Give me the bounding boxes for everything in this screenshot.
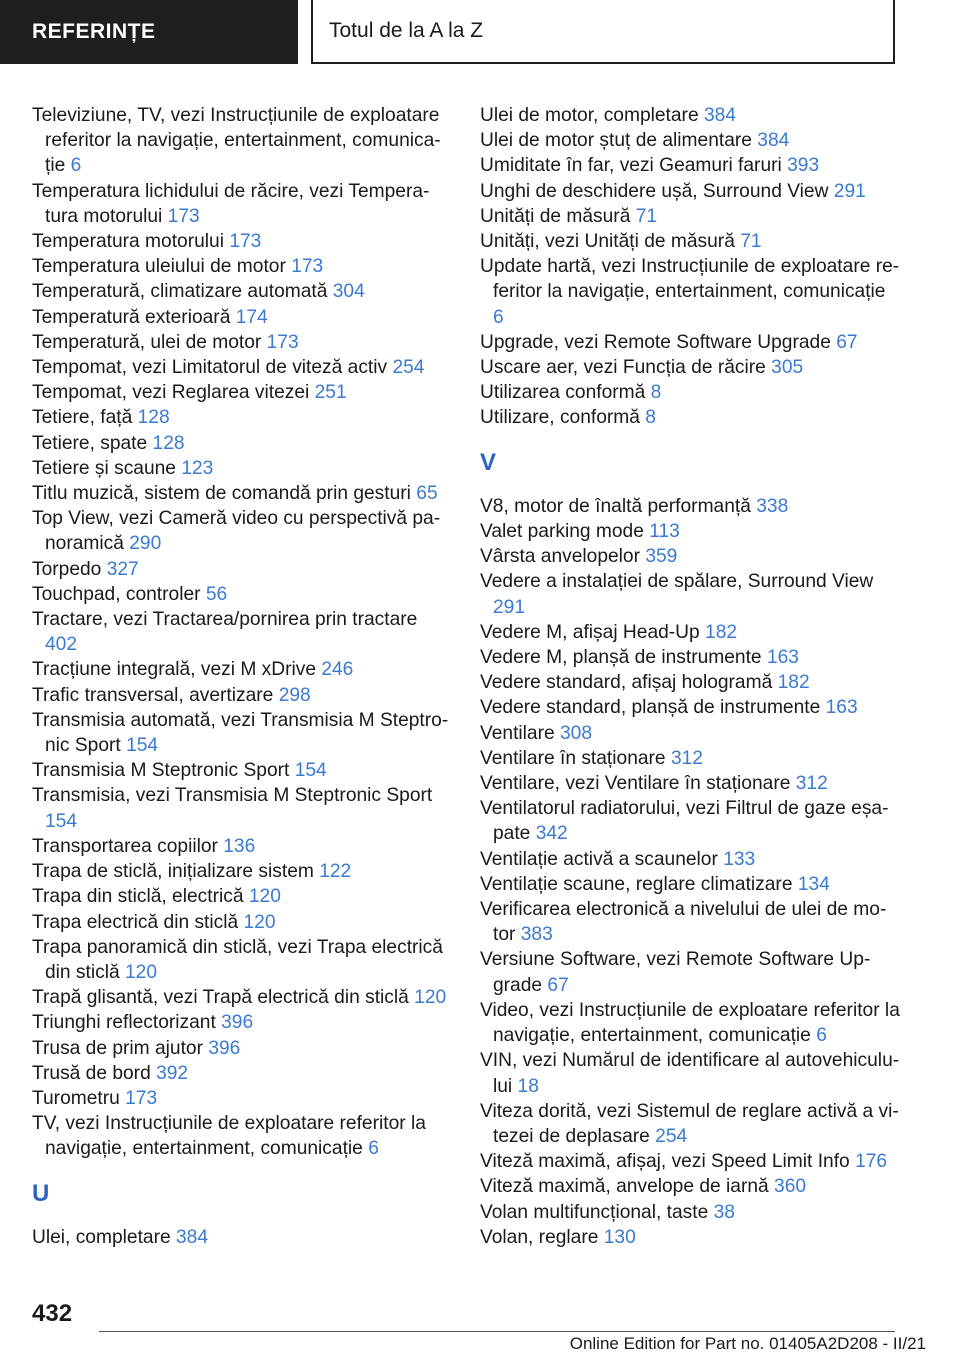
entry-text: Trapă glisantă, vezi Trapă electrică din sticlă <box>32 987 409 1009</box>
page-link[interactable]: 65 <box>416 483 438 505</box>
section-tab: REFERINȚE <box>0 0 298 64</box>
entry-text: Trafic transversal, avertizare <box>32 684 274 706</box>
page-link[interactable]: 182 <box>777 672 810 694</box>
entry-text: Transmisia automată, vezi Transmisia M Steptronic Sport <box>32 709 449 757</box>
entry-text: Titlu muzică, sistem de comandă prin gesturi <box>32 483 411 505</box>
entry-text: Torpedo <box>32 558 102 580</box>
page-link[interactable]: 67 <box>836 331 858 353</box>
index-entry <box>480 670 900 695</box>
entry-text: Viteză maximă, afișaj, vezi Speed Limit Info <box>480 1151 850 1173</box>
entry-text: Volan, reglare <box>480 1226 599 1248</box>
index-entry <box>32 758 452 783</box>
page-link[interactable]: 173 <box>125 1087 158 1109</box>
index-entry <box>480 330 900 355</box>
page-link[interactable]: 392 <box>156 1062 189 1084</box>
index-entry <box>32 380 452 405</box>
page-link[interactable]: 384 <box>703 105 736 126</box>
entry-text: Temperatură, ulei de motor <box>32 331 262 353</box>
index-entry <box>32 1061 452 1086</box>
index-entry <box>480 569 900 619</box>
page-link[interactable]: 6 <box>70 155 82 177</box>
page-link[interactable]: 396 <box>221 1012 254 1034</box>
page-link[interactable]: 120 <box>243 911 276 933</box>
entry-text: Viteza dorită, vezi Sistemul de reglare activă a vitezei de deplasare <box>480 1100 899 1147</box>
page-link[interactable]: 128 <box>152 432 185 454</box>
page-link[interactable]: 384 <box>757 130 790 152</box>
index-entry <box>480 695 900 720</box>
page-link[interactable]: 304 <box>332 281 365 303</box>
page-link[interactable]: 163 <box>766 647 799 669</box>
page-link[interactable]: 8 <box>645 407 656 429</box>
page-link[interactable]: 312 <box>670 747 703 769</box>
index-entry <box>32 834 452 859</box>
entry-text: Umiditate în far, vezi Geamuri faruri <box>480 155 782 177</box>
page-link[interactable]: 120 <box>125 961 158 983</box>
entry-text: Volan multifuncțional, taste <box>480 1201 709 1223</box>
entry-text: Transmisia, vezi Transmisia M Steptronic Sport <box>32 785 433 807</box>
index-entry <box>32 431 452 456</box>
page-link[interactable]: 291 <box>493 596 526 618</box>
entry-text: Trapa electrică din sticlă <box>32 911 239 933</box>
index-entry <box>32 708 452 758</box>
page-link[interactable]: 120 <box>414 987 447 1009</box>
index-entry <box>480 204 900 229</box>
page-link[interactable]: 246 <box>321 659 354 681</box>
index-entry <box>32 683 452 708</box>
page-link[interactable]: 154 <box>45 810 78 832</box>
entry-text: Vedere M, planșă de instrumente <box>480 647 762 669</box>
page-link[interactable]: 393 <box>787 155 820 177</box>
index-entry <box>480 847 900 872</box>
entry-text: Transportarea copiilor <box>32 835 218 857</box>
page-link[interactable]: 312 <box>795 773 828 795</box>
page-link[interactable]: 290 <box>129 533 162 555</box>
page-link[interactable]: 8 <box>650 382 662 404</box>
page-link[interactable]: 6 <box>493 306 504 328</box>
entry-text: VIN, vezi Numărul de identificare al autovehiculului <box>480 1050 900 1097</box>
entry-text: Ventilație activă a scaunelor <box>480 848 718 870</box>
entry-text: Versiune Software, vezi Remote Software Upgrade <box>480 949 871 996</box>
index-entry <box>32 229 452 254</box>
index-entry <box>32 279 452 304</box>
entry-text: Video, vezi Instrucțiunile de exploatare referitor la navigație, entertainment, comunicație <box>480 999 900 1047</box>
page-link[interactable]: 133 <box>723 848 756 870</box>
index-entry <box>32 935 452 985</box>
page-link[interactable]: 173 <box>291 256 324 278</box>
entry-text: Ventilație scaune, reglare climatizare <box>480 873 793 895</box>
page-link[interactable]: 327 <box>106 558 139 580</box>
index-entry <box>32 254 452 279</box>
index-entry <box>480 796 900 846</box>
entry-text: Tempomat, vezi Limitatorul de viteză activ <box>32 357 388 379</box>
index-entry <box>32 355 452 380</box>
index-entry <box>32 657 452 682</box>
page-link[interactable]: 254 <box>655 1125 688 1147</box>
index-entry <box>32 179 452 229</box>
page-link[interactable]: 71 <box>740 231 762 253</box>
entry-text: Tetiere, față <box>32 407 133 429</box>
index-entry <box>32 103 452 179</box>
entry-text: Vedere M, afișaj Head-Up <box>480 621 700 643</box>
page-link[interactable]: 308 <box>560 722 593 744</box>
letter-heading-v: V <box>480 448 497 476</box>
page-link[interactable]: 254 <box>392 357 425 379</box>
index-entry <box>32 582 452 607</box>
entry-text: Uscare aer, vezi Funcția de răcire <box>480 357 766 379</box>
index-entry <box>480 998 900 1048</box>
entry-text: Unități de măsură <box>480 205 631 227</box>
chapter-tab: Totul de la A la Z <box>311 0 895 64</box>
entry-text: Ulei de motor, completare <box>480 105 699 126</box>
entry-text: Vedere a instalației de spălare, Surround View <box>480 571 874 593</box>
page-link[interactable]: 113 <box>649 521 680 543</box>
index-entry <box>480 872 900 897</box>
index-entry <box>480 1200 900 1225</box>
page-link[interactable]: 291 <box>833 180 866 202</box>
page-link[interactable]: 396 <box>208 1037 241 1059</box>
index-entry <box>480 128 900 153</box>
entry-text: Upgrade, vezi Remote Software Upgrade <box>480 331 831 353</box>
page-link[interactable]: 67 <box>547 974 569 996</box>
page-link[interactable]: 71 <box>635 205 658 227</box>
page-link[interactable]: 154 <box>294 760 327 782</box>
entry-text: Temperatura lichidului de răcire, vezi Temperatura motorului <box>32 180 430 227</box>
index-entry <box>32 1010 452 1035</box>
page-link[interactable]: 154 <box>126 735 159 757</box>
entry-text: Temperatură exterioară <box>32 306 231 328</box>
entry-text: Trapa din sticlă, electrică <box>32 886 244 908</box>
letter-heading-u: U <box>32 1179 50 1207</box>
entry-text: Tractare, vezi Tractarea/pornirea prin tractare <box>32 609 418 631</box>
entry-text: Vârsta anvelopelor <box>480 546 640 568</box>
index-entry <box>480 1048 900 1098</box>
entry-text: Tetiere și scaune <box>32 457 176 479</box>
entry-text: Unități, vezi Unități de măsură <box>480 231 735 253</box>
page-link[interactable]: 173 <box>167 205 200 227</box>
page-link[interactable]: 342 <box>535 823 568 845</box>
entry-text: Update hartă, vezi Instrucțiunile de exploatare referitor la navigație, entertainment, comunicație <box>480 256 900 303</box>
index-entry <box>480 1099 900 1149</box>
index-entry <box>480 1149 900 1174</box>
page-link[interactable]: 122 <box>319 861 352 883</box>
index-entry <box>32 910 452 935</box>
page-number: 432 <box>32 1300 73 1327</box>
page-link[interactable]: 402 <box>45 634 78 656</box>
index-entry <box>480 179 900 204</box>
entry-text: Ulei, completare <box>32 1226 171 1248</box>
page-link[interactable]: 359 <box>645 546 678 568</box>
page-link[interactable]: 6 <box>816 1025 827 1047</box>
index-entry <box>480 153 900 178</box>
entry-text: Vedere standard, planșă de instrumente <box>480 697 821 719</box>
index-entry <box>480 1174 900 1199</box>
page-link[interactable]: 182 <box>705 621 738 643</box>
entry-text: V8, motor de înaltă performanță <box>480 495 751 517</box>
page-link[interactable]: 56 <box>205 583 228 605</box>
page-link[interactable]: 173 <box>229 231 262 253</box>
page-link[interactable]: 136 <box>223 835 256 857</box>
index-entry <box>480 254 900 330</box>
page-link[interactable]: 176 <box>855 1151 888 1173</box>
index-entry <box>480 380 900 405</box>
entry-text: Trusa de prim ajutor <box>32 1037 203 1059</box>
page-link[interactable]: 163 <box>825 697 858 719</box>
entry-text: Viteză maximă, anvelope de iarnă <box>480 1176 769 1198</box>
index-entry <box>32 607 452 657</box>
page-header <box>0 0 960 66</box>
entry-text: Top View, vezi Cameră video cu perspectivă panoramică <box>32 508 441 555</box>
index-entry <box>32 1086 452 1111</box>
index-entry <box>32 783 452 833</box>
page-link[interactable]: 174 <box>235 306 268 328</box>
index-entry <box>32 506 452 556</box>
entry-text: Transmisia M Steptronic Sport <box>32 760 290 782</box>
footer-divider <box>99 1331 895 1332</box>
page-link[interactable]: 251 <box>314 382 347 404</box>
index-column-left <box>32 103 452 1250</box>
page-link[interactable]: 173 <box>266 331 299 353</box>
index-entry <box>480 229 900 254</box>
page-link[interactable]: 384 <box>175 1226 208 1248</box>
entry-text: TV, vezi Instrucțiunile de exploatare referitor la navigație, entertainment, comunicație <box>32 1113 426 1160</box>
index-entry <box>480 645 900 670</box>
page-link[interactable]: 128 <box>137 407 170 429</box>
page-link[interactable]: 305 <box>771 357 804 379</box>
entry-text: Utilizarea conformă <box>480 382 646 404</box>
entry-text: Ventilare <box>480 722 555 744</box>
page-link[interactable]: 38 <box>713 1201 735 1223</box>
index-entry <box>32 481 452 506</box>
index-entry <box>480 721 900 746</box>
page-link[interactable]: 338 <box>756 495 789 517</box>
entry-text: Televiziune, TV, vezi Instrucțiunile de exploatare referitor la navigație, entertainment, comunicație <box>32 105 441 177</box>
page-link[interactable]: 120 <box>248 886 281 908</box>
entry-text: Valet parking mode <box>480 521 644 543</box>
entry-text: Tracțiune integrală, vezi M xDrive <box>32 659 316 681</box>
page-link[interactable]: 298 <box>278 684 311 706</box>
index-entry <box>32 985 452 1010</box>
entry-text: Trusă de bord <box>32 1062 151 1084</box>
entry-text: Tetiere, spate <box>32 432 148 454</box>
index-entry <box>480 771 900 796</box>
entry-text: Temperatură, climatizare automată <box>32 281 328 303</box>
entry-text: Temperatura motorului <box>32 231 224 253</box>
index-entry <box>32 456 452 481</box>
index-entry <box>480 544 900 569</box>
page-link[interactable]: 6 <box>368 1138 379 1160</box>
page-link[interactable]: 130 <box>603 1226 636 1248</box>
page-link[interactable]: 383 <box>520 924 553 946</box>
index-entry <box>32 1225 452 1250</box>
entry-text: Trapa panoramică din sticlă, vezi Trapa electrică din sticlă <box>32 936 443 983</box>
entry-text: Ulei de motor ștuț de alimentare <box>480 130 752 152</box>
index-entry <box>480 103 900 128</box>
entry-text: Triunghi reflectorizant <box>32 1012 216 1034</box>
index-entry <box>32 330 452 355</box>
index-entry <box>480 1225 900 1250</box>
index-column-right <box>480 103 900 1250</box>
index-entry <box>480 947 900 997</box>
index-entry <box>480 494 900 519</box>
page-link[interactable]: 18 <box>517 1075 539 1097</box>
footer-edition: Online Edition for Part no. 01405A2D208 - II/21 <box>569 1334 926 1353</box>
index-entry <box>32 859 452 884</box>
entry-text: Utilizare, conformă <box>480 407 640 429</box>
page-link[interactable]: 134 <box>797 873 830 895</box>
page-link[interactable]: 360 <box>774 1176 807 1198</box>
index-entry <box>32 1036 452 1061</box>
entry-text: Turometru <box>32 1087 120 1109</box>
index-entry <box>480 519 900 544</box>
index-entry <box>32 557 452 582</box>
page-link[interactable]: 123 <box>181 457 214 479</box>
entry-text: Temperatura uleiului de motor <box>32 256 286 278</box>
index-entry <box>480 746 900 771</box>
entry-text: Ventilare, vezi Ventilare în staționare <box>480 773 791 795</box>
index-entry <box>32 405 452 430</box>
entry-text: Touchpad, controler <box>32 583 201 605</box>
index-entry <box>32 1111 452 1161</box>
entry-text: Tempomat, vezi Reglarea vitezei <box>32 382 310 404</box>
entry-text: Vedere standard, afișaj hologramă <box>480 672 773 694</box>
index-entry <box>32 884 452 909</box>
index-entry <box>480 620 900 645</box>
entry-text: Verificarea electronică a nivelului de ulei de motor <box>480 899 887 946</box>
index-entry <box>480 897 900 947</box>
entry-text: Ventilare în staționare <box>480 747 666 769</box>
index-entry <box>32 305 452 330</box>
index-entry <box>480 355 900 380</box>
index-entry <box>480 405 900 430</box>
entry-text: Trapa de sticlă, inițializare sistem <box>32 861 314 883</box>
entry-text: Ventilatorul radiatorului, vezi Filtrul de gaze eșapate <box>480 798 889 845</box>
entry-text: Unghi de deschidere ușă, Surround View <box>480 180 829 202</box>
